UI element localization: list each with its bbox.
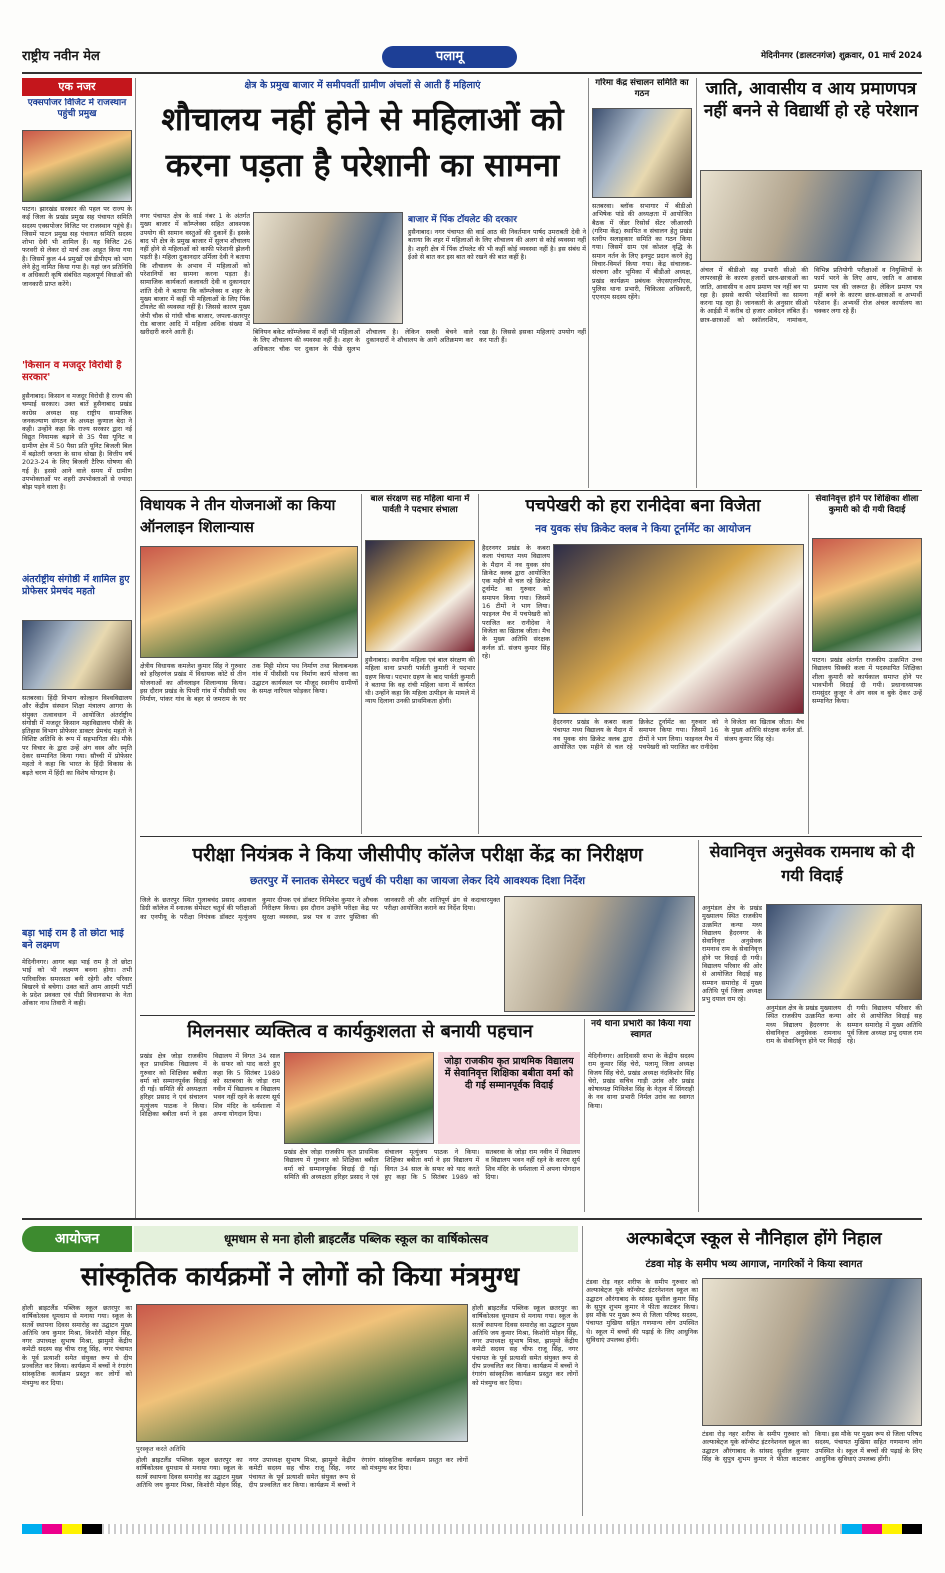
cricket-body: हैदरनगर प्रखंड के कबरा कला पंचायत मध्य विद्यालय के मैदान में नव युवक संघ क्रिकेट क्लब द्वारा आयोजित एक महीने से चल रहे क्रिकेट टूर्नामेंट का गुरुवार को समापन किया गया। जिसमें 16 टीमों ने भाग लिया। फाइनल मैच में पचपेखरी को पराजित कर रानीदेवा ने विजेता का खिताब जीता। मैच के मुख्य अतिथि संरक्षक कर्नल डॉ. संजय कुमार सिंह रहे। (482, 544, 550, 660)
holi-caption: पुरस्कृत करते अतिथि (136, 1445, 186, 1453)
color-swatch (882, 1524, 902, 1534)
baal-body: हुसैनाबाद। स्थानीय महिला एवं बाल संरक्षण की महिला थाना प्रभारी पार्वती कुमारी ने पदभार ग्रहण किया। पदभार ग्रहण के बाद पार्वती कुमारी ने बताया कि वह रांची महिला थाना में कार्यरत थी। उन्होंने कहा कि महिला उत्पीड़न के मामले में न्याय दिलाना उनकी प्राथमिकता होगी। (365, 656, 475, 706)
lead-sub-body: हुसैनाबाद। नगर पंचायत की वार्ड आठ की निवर्तमान पार्षद उमराबती देवी ने बताया कि शहर में महिलाओं के लिए शौचालय की अलग से कोई व्यवस्था नहीं है। शहरी क्षेत्र में पिंक टॉयलेट की भी कहीं कोई व्यवस्था नहीं है। इस संबंध में ईओ से बात कर इस बात को रखने की बात कहीं है। (408, 228, 586, 261)
retire-rule (808, 494, 809, 834)
color-swatch (862, 1524, 882, 1534)
left-story1-body: पाटन। झारखंड सरकार की पहल पर राज्य के कई जिला के प्रखंड प्रमुख सह पंचायत समिति सदस्य एक्सपोजर विजिट पर राजस्थान पहुंचे हैं। जिसमें पाटन प्रमुख सह पंचायत समिति सदस्य शोभा देवी भी शामिल हैं। यह विजिट 26 फरवरी से लेकर दो मार्च तक आहूत किया गया है। जिसमें कुल 44 प्रमुखों एवं डीपीएम को भाग लेने हेतु नामित किया गया है। यहां जन प्रतिनिधि व अधिकारी कृषि संबंधित महत्वपूर्ण विधाओं की जानकारी प्राप्त करेंगे। (22, 205, 132, 288)
left-story3-photo (22, 620, 132, 690)
vidhayak-headline: विधायक ने तीन योजनाओं का किया ऑनलाइन शिलान्यास (140, 496, 336, 536)
baal-title: बाल संरक्षण सह महिला थाना में पार्वती ने पदभार संभाला (370, 494, 470, 515)
left-story2-body: हुसैनाबाद। किसान व मजदूर विरोधी है राज्य की चम्पाई सरकार। उक्त बातें हुसैनाबाद प्रखंड काग्रेस अध्यक्ष सह राष्ट्रीय सामाजिक जनकल्याण संगठन के अध्यक्ष कुणाल बेदा ने कही। उन्होंने कहा कि राज्य सरकार द्वारा नई विद्युत नियामक बढ़ाने से 35 पैसा यूनिट व ग्रामीण क्षेत्र में 50 पैसा प्रति यूनिट बिजली बिल में बढ़ोतरी जनता के साथ धोखा है। वित्तीय वर्ष 2023-24 के लिए बिजली टैरिफ घोषणा की गई है। इससे आने वाले समय में ग्रामीण उपभोक्ताओं पर शहरी उपभोक्ताओं से ज्यादा बोझ पड़ने वाला है। (22, 392, 132, 492)
lead-body2: बिनियन बकेट कॉम्प्लेक्स में कहीं भी महिलाओं के लिए शौचालय की व्यवस्था नहीं है। शहर के अधिकतर चौक पर दुकान के पीछे सुलभ शौचालय है। लेकिन सब्जी बेचने वाले दुकानदारों ने शौचालय के आगे अतिक्रमण कर रखा है। जिससे इसका महिलाएं उपयोग नहीं कर पाती हैं। (253, 328, 586, 353)
thana-title: नये थाना प्रभारी का किया गया स्वागत (591, 1019, 691, 1040)
jaati-photo (700, 170, 922, 262)
holi-body-tail: होली ब्राइटलैंड पब्लिक स्कूल छतरपुर का वार्षिकोत्सव धूमधाम से मनाया गया। स्कूल के सतर्वे स्थापना दिवस समारोह का उद्घाटन मुख्य अतिथि जय कुमार मिश्रा, किशोरी मोहन सिंह, नगर उपाध्यक्ष सुभाष मिश्रा, झामुमो केंद्रीय कमेटी सदस्य सह चीफ राजू सिंह, नगर पंचायत के पूर्व प्रत्याशी समेत संयुक्त रूप से दीप प्रज्वलित कर किया। कार्यक्रम में बच्चों ने रंगारंग सांस्कृतिक कार्यक्रम प्रस्तुत कर लोगों को मंत्रमुग्ध कर दिया। (472, 1304, 578, 1387)
holi-body: होली ब्राइटलैंड पब्लिक स्कूल छतरपुर का वार्षिकोत्सव धूमधाम से मनाया गया। स्कूल के सतर्वे स्थापना दिवस समारोह का उद्घाटन मुख्य अतिथि जय कुमार मिश्रा, किशोरी मोहन सिंह, नगर उपाध्यक्ष सुभाष मिश्रा, झामुमो केंद्रीय कमेटी सदस्य सह चीफ राजू सिंह, नगर पंचायत के पूर्व प्रत्याशी समेत संयुक्त रूप से दीप प्रज्वलित कर किया। कार्यक्रम में बच्चों ने रंगारंग सांस्कृतिक कार्यक्रम प्रस्तुत कर लोगों को मंत्रमुग्ध कर दिया। (22, 1304, 132, 1387)
dateline: मेदिनीनगर (डालटनगंज) शुक्रवार, 01 मार्च 2024 (761, 51, 922, 61)
ramnath-rule (698, 840, 699, 1212)
alphabets-body: टंडवा रोड़ नहर शरीफ के समीप गुरुवार को अल्फाबेट्ज यूके कॉन्सेप्ट इंटरनेशनल स्कूल का उद्घाटन औरंगाबाद के सांसद सुशील कुमार सिंह के सुपुत्र शुभम कुमार ने फीता काटकर किया। इस मौके पर मुख्य रूप से जिला परिषद सदस्य, पंचायत मुखिया सहित गणमान्य लोग उपस्थित थे। स्कूल में बच्चों की पढ़ाई के लिए आधुनिक सुविधाएं उपलब्ध होंगी। (586, 1278, 698, 1345)
section-banner: पलामू (382, 46, 517, 68)
cricket-subhead: नव युवक संघ क्रिकेट क्लब ने किया टूर्नामेंट का आयोजन (535, 523, 751, 535)
cricket-rule (478, 494, 479, 834)
section-rule-3 (140, 1015, 695, 1016)
holi-tag: आयोजन (22, 1226, 132, 1252)
ek-nazar-tag: एक नजर (22, 78, 132, 96)
thana-rule (584, 1019, 585, 1212)
jaati-headline: जाति, आवासीय व आय प्रमाणपत्र नहीं बनने से विद्यार्थी हो रहे परेशान (703, 79, 919, 121)
ramnath-body: अनुमंडल क्षेत्र के प्रखंड मुख्यालय स्थित राजकीय उत्क्रमित कन्या मध्य विद्यालय हैदरनगर के सेवानिवृत्त अनुसेवक रामनाथ राम के सेवानिवृत्त होने पर विदाई दी गयी। विद्यालय परिवार की ओर से आयोजित विदाई सह सम्मान समारोह में मुख्य अतिथि पूर्व जिला अध्यक्ष प्रभु दयाल राम रहे। (702, 904, 762, 1004)
alphabets-headline: अल्फाबेट्ज स्कूल से नौनिहाल होंगे निहाल (626, 1229, 882, 1249)
retire-body: पाटन। प्रखंड अंतर्गत राजकीय उत्क्रमित उच्च विद्यालय सिक्की कला में पदस्थापित शिक्षिका शीला कुमारी को कार्यकाल समाप्त होने पर भावभीनी विदाई दी गयी। प्रधानाध्यापक रामसुंदर कुजूर ने अंग वस्त्र व बुके देकर उन्हें सम्मानित किया। (812, 656, 922, 706)
garima-rule (588, 78, 589, 488)
holi-headline: सांस्कृतिक कार्यक्रमों ने लोगों को किया मंत्रमुग्ध (80, 1262, 520, 1292)
garima-photo (592, 108, 692, 198)
garima-body: सतबरवा। ब्लॉक सभागार में बीडीओ अभिषेक पांडे की अध्यक्षता में आयोजित बैठक में जेंडर रिसोर्स सेंटर जीआरसी (गरिमा केंद्र) स्थापित व संचालन हेतु प्रखंड स्तरीय सलाहकार समिति का गठन किया गया। जिसमें ग्राम एवं कोशल वृद्धि के समान नर्तन के लिए इनपुट प्रदान करने हेतु विचार-विमर्श किया गया। केंद्र संचालक-संरचना और भूमिका में बीडीओ अध्यक्ष, प्रखंड कार्यक्रम प्रबंधक जेएसएलपीएस, पुलिस थाना प्रभारी, चिकित्सा अधिकारी, एएनएम सदस्य रहेंगे। (592, 202, 692, 302)
milansar-body: प्रखंड क्षेत्र जोड़ा राजकीय कृत प्राथमिक विद्यालय में गुरुवार को शिक्षिका बबीता वर्मा को सम्मानपूर्वक विदाई दी गई। समिति की अध्यक्षता हरिहर प्रसाद ने एवं संचालन मृत्युंजय पाठक ने किया। शिक्षिका बबीता वर्मा ने इस विद्यालय में विगत 34 साल के सफर को याद करते हुए कहा कि 5 सितंबर 1989 को सतबरवा के जोड़ा राम नवीन में विद्यालय व विद्यालय भवन नहीं रहने के कारण सूर्य शिव मंदिर के धर्मशाला में अपना योगदान दिया। (140, 1052, 280, 1119)
section-rule-4 (22, 1218, 922, 1220)
ramnath-body-tail: अनुमंडल क्षेत्र के प्रखंड मुख्यालय स्थित राजकीय उत्क्रमित कन्या मध्य विद्यालय हैदरनगर के सेवानिवृत्त अनुसेवक रामनाथ राम के सेवानिवृत्त होने पर विदाई दी गयी। विद्यालय परिवार की ओर से आयोजित विदाई सह सम्मान समारोह में मुख्य अतिथि पूर्व जिला अध्यक्ष प्रभु दयाल राम रहे। (766, 1004, 922, 1046)
vidhayak-body: क्षेत्रीय विधायक कमलेश कुमार सिंह ने गुरुवार को हरिहरगंज प्रखंड में विधायक कोटे से तीन योजनाओं का ऑनलाइन शिलान्यास किया। इस दौरान प्रखंड के पिपरी गांव में पीसीसी पथ निर्माण, पांकर गांव के बहर से जमराम के घर तक मिट्टी मोरम पथ निर्माण तथा बिलाबन्धक गांव में पीसीसी पथ निर्माण कार्य योजना का उद्घाटन कार्यस्थल पर मौजूद स्थानीय ग्रामीणों के समक्ष नारियल फोड़कर किया। (140, 662, 358, 704)
lead-body: नगर पंचायत क्षेत्र के वार्ड नंबर 1 के अंतर्गत मुख्य बाजार में कॉम्प्लेक्स सहित आवश्यक उपयोग की सामान वस्तुओं की दुकानें हैं। इसके बाद भी क्षेत्र के प्रमुख बाजार में सुलभ शौचालय नहीं होने से महिलाओं को काफी परेशानी झेलनी पड़ती है। महिला दुकानदार उर्मिला देवी ने बताया कि शौचालय के अभाव में महिलाओं को परेशानियों का सामना करना पड़ता है। सामाजिक कार्यकर्ता कलावती देवी व दुकानदार शांति देवी ने बताया कि कॉम्प्लेक्स व शहर के मुख्य बाजार में कहीं भी महिलाओं के लिए पिंक टॉयलेट की व्यवस्था नहीं है। जिससे कारण मुख्य जेपी चौक से गांधी चौक बाजार, जपला-छतरपुर रोड बाजार आदि में महिला अधिक संख्या में खरीदारी करने आती हैं। (140, 212, 250, 337)
masthead-rule (22, 72, 922, 74)
lead-photo (253, 212, 403, 324)
cricket-photo (553, 544, 804, 714)
jaati-body: अंचल में बीडीओ सह प्रभारी सीओ की लापरवाही के कारण हजारों छात्र-छात्राओं का जाति, आवासीय व आय प्रमाण पत्र नहीं बन पा रहा है। इससे काफी परेशानियों का सामना करना पड़ रहा है। जानकारी के अनुसार सीओ के आईडी में करीब दो हजार आवेदन लंबित हैं। छात्र-छात्राओं को स्कॉलरशिप, नामांकन, विभिन्न प्रतियोगी परीक्षाओं व नियुक्तियों के फार्म भरने के लिए आय, जाति व आवास प्रमाण पत्र की जरूरत है। लेकिन प्रमाण पत्र नहीं बनने के कारण छात्र-छात्राओं व अभ्यर्थी परेशान हैं। अभ्यर्थी रोज अंचल कार्यालय का चक्कर लगा रहे हैं। (700, 266, 922, 324)
registration-bar (22, 1524, 922, 1534)
exam-headline: परीक्षा नियंत्रक ने किया जीसीपीए कॉलेज परीक्षा केंद्र का निरीक्षण (192, 844, 643, 866)
garima-title: गरिमा केंद्र संचालन समिति का गठन (595, 78, 689, 99)
color-swatch (902, 1524, 922, 1534)
masthead (22, 44, 922, 72)
baal-photo (365, 540, 475, 652)
alphabets-body-tail: टंडवा रोड़ नहर शरीफ के समीप गुरुवार को अल्फाबेट्ज यूके कॉन्सेप्ट इंटरनेशनल स्कूल का उद्घाटन औरंगाबाद के सांसद सुशील कुमार सिंह के सुपुत्र शुभम कुमार ने फीता काटकर किया। इस मौके पर मुख्य रूप से जिला परिषद सदस्य, पंचायत मुखिया सहित गणमान्य लोग उपस्थित थे। स्कूल में बच्चों की पढ़ाई के लिए आधुनिक सुविधाएं उपलब्ध होंगी। (702, 1430, 922, 1463)
lead-headline: शौचालय नहीं होने से महिलाओं को करना पड़ता है परेशानी का सामना (161, 100, 564, 184)
color-swatch (42, 1524, 62, 1534)
section-rule-1 (140, 490, 922, 491)
alphabets-photo (702, 1278, 922, 1426)
cricket-body-tail: हैदरनगर प्रखंड के कबरा कला पंचायत मध्य विद्यालय के मैदान में नव युवक संघ क्रिकेट क्लब द्वारा आयोजित एक महीने से चल रहे क्रिकेट टूर्नामेंट का गुरुवार को समापन किया गया। जिसमें 16 टीमों ने भाग लिया। फाइनल मैच में पचपेखरी को पराजित कर रानीदेवा ने विजेता का खिताब जीता। मैच के मुख्य अतिथि संरक्षक कर्नल डॉ. संजय कुमार सिंह रहे। (553, 718, 804, 751)
exam-photo (504, 896, 695, 1012)
jaati-rule (696, 78, 697, 488)
holi-photo (136, 1304, 468, 1442)
section-rule-2 (140, 836, 922, 837)
color-swatch (22, 1524, 42, 1534)
milansar-photo (284, 1052, 434, 1144)
color-swatch (102, 1524, 842, 1534)
left-story4-body: मेदिनीनगर। आगर बड़ा भाई राम है तो छोटा भाई को भी लक्ष्मण बनना होगा। तभी पारिवारिक समरसता बनी रहेगी और परिवार बिखरने से बचेगा। उक्त बातें आम आदमी पार्टी के प्रदेश प्रवक्ता एवं पीडी विधानसभा के नेता ओंकार नाथ तिवारी ने कही। (22, 958, 132, 1008)
milansar-headline: मिलनसार व्यक्तित्व व कार्यकुशलता से बनायी पहचान (187, 1021, 533, 1042)
alphabets-subhead: टंडवा मोड़ के समीप भव्य आगाज, नागरिकों ने किया स्वागत (645, 1259, 863, 1270)
lead-kicker: क्षेत्र के प्रमुख बाजार में समीपवर्ती ग्रामीण अंचलों से आती हैं महिलाएं (244, 80, 481, 91)
retire-photo (812, 538, 922, 652)
thana-body: मेदिनीनगर। आदिवासी सभा के केंद्रीय सदस्य राम कुमार सिंह चेरो, पलामू जिला अध्यक्ष विजय सिंह चेरो, प्रखंड अध्यक्ष नंदकिशोर सिंह चेरो, प्रखंड सचिव गाड़ी उरांव और प्रखंड कोषाध्यक्ष मिथिलेश सिंह के नेतृत्व में सिंगराही के नव थाना प्रभारी निर्मल उरांव का स्वागत किया। (588, 1052, 694, 1110)
color-swatch (842, 1524, 862, 1534)
ramnath-headline: सेवानिवृत्त अनुसेवक रामनाथ को दी गयी विदाई (709, 842, 915, 885)
left-story3-title: अंतर्राष्ट्रीय संगोष्ठी में शामिल हुए प्रोफेसर प्रेमचंद महतो (22, 574, 130, 597)
left-story1-photo (22, 130, 132, 202)
vidhayak-photo (140, 546, 358, 658)
alphabets-rule (582, 1226, 583, 1516)
left-story3-body: सतबरवा। हिंदी विभाग कोल्हान विश्वविद्यालय और केंद्रीय संस्थान शिक्षा मंत्रालय आगरा के संयुक्त तत्वावधान में आयोजित अंतर्राष्ट्रीय संगोष्ठी में मजदूर किसान महाविद्यालय पौकी के इतिहास विभाग प्रोफेसर डाक्टर प्रेमचंद महतो ने विशिष्ट अतिथि के रूप में सहभागिता की। मौके पर विचार के द्वारा उन्हें अंग वस्त्र और स्मृति देकर सम्मानित किया गया। सौच्ची में प्रोफेसर महतो ने कहा कि भारत के हिंदी विकास के बढ़ते चरण में हिंदी का विशेष योगदान है। (22, 694, 132, 777)
cricket-headline: पचपेखरी को हरा रानीदेवा बना विजेता (525, 496, 761, 516)
lead-subhead: बाजार में पिंक टॉयलेट की दरकार (408, 215, 517, 225)
exam-body: जिले के छतरपुर स्थित गुलाबचंद प्रसाद अग्रवाल डिग्री कॉलेज में स्नातक सेमेस्टर चतुर्थ की परीक्षाओं का एनपीयू के परीक्षा नियंत्रक डॉक्टर मृत्युंजय कुमार दीपक एवं डॉक्टर निमिलेश कुमार ने औचक निरीक्षण किया। इस दौरान उन्होंने परीक्षा केंद्र पर सुरक्षा व्यवस्था, प्रश्न पत्र व उत्तर पुस्तिका की जानकारी ली और शांतिपूर्ण ढंग से कदाचारमुक्त परीक्षा आयोजित कराने का निर्देश दिया। (140, 896, 500, 921)
holi-kicker: धूमधाम से मना होली ब्राइटलैंड पब्लिक स्कूल का वार्षिकोत्सव (134, 1226, 578, 1252)
retire-title: सेवानिवृत्त होने पर शिक्षिका शीला कुमारी को दी गयी विदाई (815, 494, 919, 515)
left-column-rule (135, 78, 136, 1218)
color-swatch (62, 1524, 82, 1534)
baal-rule (361, 494, 362, 834)
exam-subhead: छतरपुर में स्नातक सेमेस्टर चतुर्थ की परीक्षा का जायजा लेकर दिये आवश्यक दिशा निर्देश (249, 875, 586, 887)
left-story4-title: बड़ा भाई राम है तो छोटा भाई बने लक्ष्मण (22, 928, 124, 951)
holi-body-lower: होली ब्राइटलैंड पब्लिक स्कूल छतरपुर का वार्षिकोत्सव धूमधाम से मनाया गया। स्कूल के सतर्वे स्थापना दिवस समारोह का उद्घाटन मुख्य अतिथि जय कुमार मिश्रा, किशोरी मोहन सिंह, नगर उपाध्यक्ष सुभाष मिश्रा, झामुमो केंद्रीय कमेटी सदस्य सह चीफ राजू सिंह, नगर पंचायत के पूर्व प्रत्याशी समेत संयुक्त रूप से दीप प्रज्वलित कर किया। कार्यक्रम में बच्चों ने रंगारंग सांस्कृतिक कार्यक्रम प्रस्तुत कर लोगों को मंत्रमुग्ध कर दिया। (136, 1456, 468, 1489)
milansar-subtitle: जोड़ा राजकीय कृत प्राथमिक विद्यालय में सेवानिवृत्त शिक्षिका बबीता वर्मा को दी गई सम्मानपूर्वक विदाई (438, 1052, 580, 1144)
paper-logo: राष्ट्रीय नवीन मेल (22, 49, 100, 64)
milansar-body-tail: प्रखंड क्षेत्र जोड़ा राजकीय कृत प्राथमिक विद्यालय में गुरुवार को शिक्षिका बबीता वर्मा को सम्मानपूर्वक विदाई दी गई। समिति की अध्यक्षता हरिहर प्रसाद ने एवं संचालन मृत्युंजय पाठक ने किया। शिक्षिका बबीता वर्मा ने इस विद्यालय में विगत 34 साल के सफर को याद करते हुए कहा कि 5 सितंबर 1989 को सतबरवा के जोड़ा राम नवीन में विद्यालय व विद्यालय भवन नहीं रहने के कारण सूर्य शिव मंदिर के धर्मशाला में अपना योगदान दिया। (284, 1148, 580, 1181)
left-story2-title: 'किसान व मजदूर विरोधी है सरकार' (22, 360, 122, 383)
ramnath-photo (766, 904, 922, 1000)
left-story1-title: एक्सपोजर विजिट में राजस्थान पहुंची प्रमुख (27, 98, 127, 119)
color-swatch (82, 1524, 102, 1534)
